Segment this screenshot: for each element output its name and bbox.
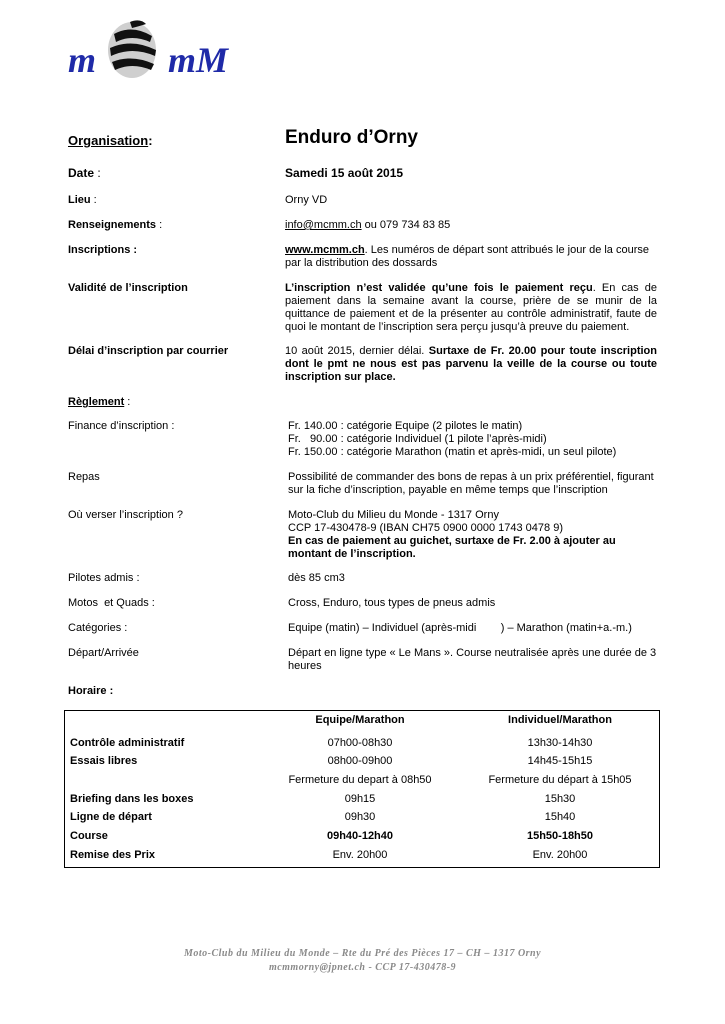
phone-text: ou 079 734 83 85 (361, 219, 451, 231)
cell-controle-equipe: 07h00-08h30 (327, 737, 393, 749)
repas-label: Repas (68, 471, 100, 483)
organisation-label-row (68, 133, 153, 148)
renseignements-label-row (68, 219, 268, 232)
cell-briefing-equipe: 09h15 (344, 793, 376, 805)
delai-label: Délai d’inscription par courrier (68, 345, 229, 357)
lieu-colon: : (90, 194, 97, 206)
date-label: Date (68, 166, 95, 180)
inscriptions-text: . Les numéros de départ sont attribués le jour de la course par la distribution des dossards (285, 244, 650, 269)
motos-value: Cross, Enduro, tous types de pneus admis (288, 597, 496, 609)
finance-line-equipe: Fr. 140.00 : catégorie Equipe (2 pilotes le matin) (288, 420, 523, 432)
row-label-course: Course (70, 830, 108, 842)
renseignements-label: Renseignements (68, 219, 157, 231)
row-label-remise-prix: Remise des Prix (70, 849, 155, 861)
cell-briefing-individuel: 15h30 (544, 793, 576, 805)
horaire-heading: Horaire : (68, 685, 114, 697)
logo-letters-right: mM (168, 40, 229, 80)
row-label-ligne-depart: Ligne de départ (70, 811, 152, 823)
date-label-row (68, 167, 101, 180)
cell-course-individuel: 15h50-18h50 (526, 830, 594, 842)
finance-line-individuel: Fr. 90.00 : catégorie Individuel (1 pilote l’après-midi) (288, 433, 547, 445)
verser-surtaxe: En cas de paiement au guichet, surtaxe de Fr. 2.00 à ajouter au montant de l’inscription. (288, 535, 616, 560)
row-label-controle: Contrôle administratif (70, 737, 185, 749)
delai-bold-text: Surtaxe de Fr. 20.00 pour toute inscription dont le pmt ne nous est pas parvenu la veille de la course ou toute inscription sur place. (285, 345, 657, 383)
validite-value (285, 282, 657, 334)
pilotes-label: Pilotes admis : (68, 572, 140, 584)
reglement-heading-row (68, 396, 268, 409)
column-header-equipe: Equipe/Marathon (315, 714, 405, 726)
organisation-colon: : (148, 133, 153, 148)
finance-line-marathon: Fr. 150.00 : catégorie Marathon (matin et après-midi, un seul pilote) (288, 446, 617, 458)
reglement-colon: : (124, 396, 131, 408)
pilotes-value: dès 85 cm3 (288, 572, 345, 584)
cell-ligne-depart-individuel: 15h40 (544, 811, 576, 823)
categories-label: Catégories : (68, 622, 128, 634)
column-header-individuel: Individuel/Marathon (508, 714, 612, 726)
footer-contact: mcmmorny@jpnet.ch - CCP 17-430478-9 (268, 962, 457, 973)
date-colon: : (94, 166, 101, 180)
logo-letter-left: m (68, 40, 97, 80)
inscriptions-label: Inscriptions : (68, 244, 138, 256)
motos-label: Motos et Quads : (68, 597, 155, 609)
cell-controle-individuel: 13h30-14h30 (527, 737, 593, 749)
depart-label: Départ/Arrivée (68, 647, 139, 659)
cell-fermeture-equipe: Fermeture du depart à 08h50 (288, 774, 432, 786)
reglement-heading: Règlement (68, 396, 125, 408)
cell-essais-equipe: 08h00-09h00 (327, 755, 393, 767)
cell-remise-prix-individuel: Env. 20h00 (532, 849, 588, 861)
renseignements-colon: : (156, 219, 163, 231)
repas-value: Possibilité de commander des bons de repas à un prix préférentiel, figurant sur la fiche d’inscription, payable en même temps que l’inscription (288, 471, 654, 496)
row-label-essais: Essais libres (70, 755, 138, 767)
verser-label: Où verser l’inscription ? (68, 509, 183, 521)
verser-value (288, 509, 658, 561)
verser-line-ccp: CCP 17-430478-9 (IBAN CH75 0900 0000 1743 0478 9) (288, 522, 563, 534)
lieu-label: Lieu (68, 194, 91, 206)
cell-essais-individuel: 14h45-15h15 (527, 755, 593, 767)
verser-line-club: Moto-Club du Milieu du Monde - 1317 Orny (288, 509, 499, 521)
lieu-value: Orny VD (285, 194, 328, 206)
email-link[interactable]: info@mcmm.ch (285, 219, 362, 231)
depart-value: Départ en ligne type « Le Mans ». Course neutralisée après une durée de 3 heures (288, 647, 657, 672)
categories-value: Equipe (matin) – Individuel (après-midi ) – Marathon (matin+a.-m.) (288, 622, 632, 634)
organisation-label: Organisation (68, 133, 149, 148)
event-title: Enduro d’Orny (285, 127, 418, 148)
delai-value (285, 345, 657, 384)
lieu-label-row (68, 194, 268, 207)
delai-text: 10 août 2015, dernier délai. (285, 345, 429, 357)
cell-ligne-depart-equipe: 09h30 (344, 811, 376, 823)
website-link[interactable]: www.mcmm.ch (285, 244, 365, 256)
footer-address: Moto-Club du Milieu du Monde – Rte du Pré des Pièces 17 – CH – 1317 Orny (183, 948, 542, 959)
renseignements-value (285, 219, 657, 232)
schedule-table (64, 710, 660, 868)
row-label-briefing: Briefing dans les boxes (70, 793, 194, 805)
cell-fermeture-individuel: Fermeture du départ à 15h05 (488, 774, 632, 786)
inscriptions-value (285, 244, 657, 270)
validite-text: . En cas de paiement dans la semaine avant la course, prière de se munir de la quittance de paiement et de la présenter au contrôle administratif, faute de quoi le montant de l’inscription sera perçu jusqu’à preuve du paiement. (285, 282, 657, 333)
validite-bold-text: L’inscription n’est validée qu’une fois le paiement reçu (285, 282, 593, 294)
finance-values (288, 420, 658, 459)
event-date: Samedi 15 août 2015 (285, 166, 404, 180)
finance-label: Finance d’inscription : (68, 420, 175, 432)
cell-remise-prix-equipe: Env. 20h00 (332, 849, 388, 861)
validite-label: Validité de l’inscription (68, 282, 188, 294)
globe-icon (100, 14, 164, 84)
cell-course-equipe: 09h40-12h40 (326, 830, 394, 842)
